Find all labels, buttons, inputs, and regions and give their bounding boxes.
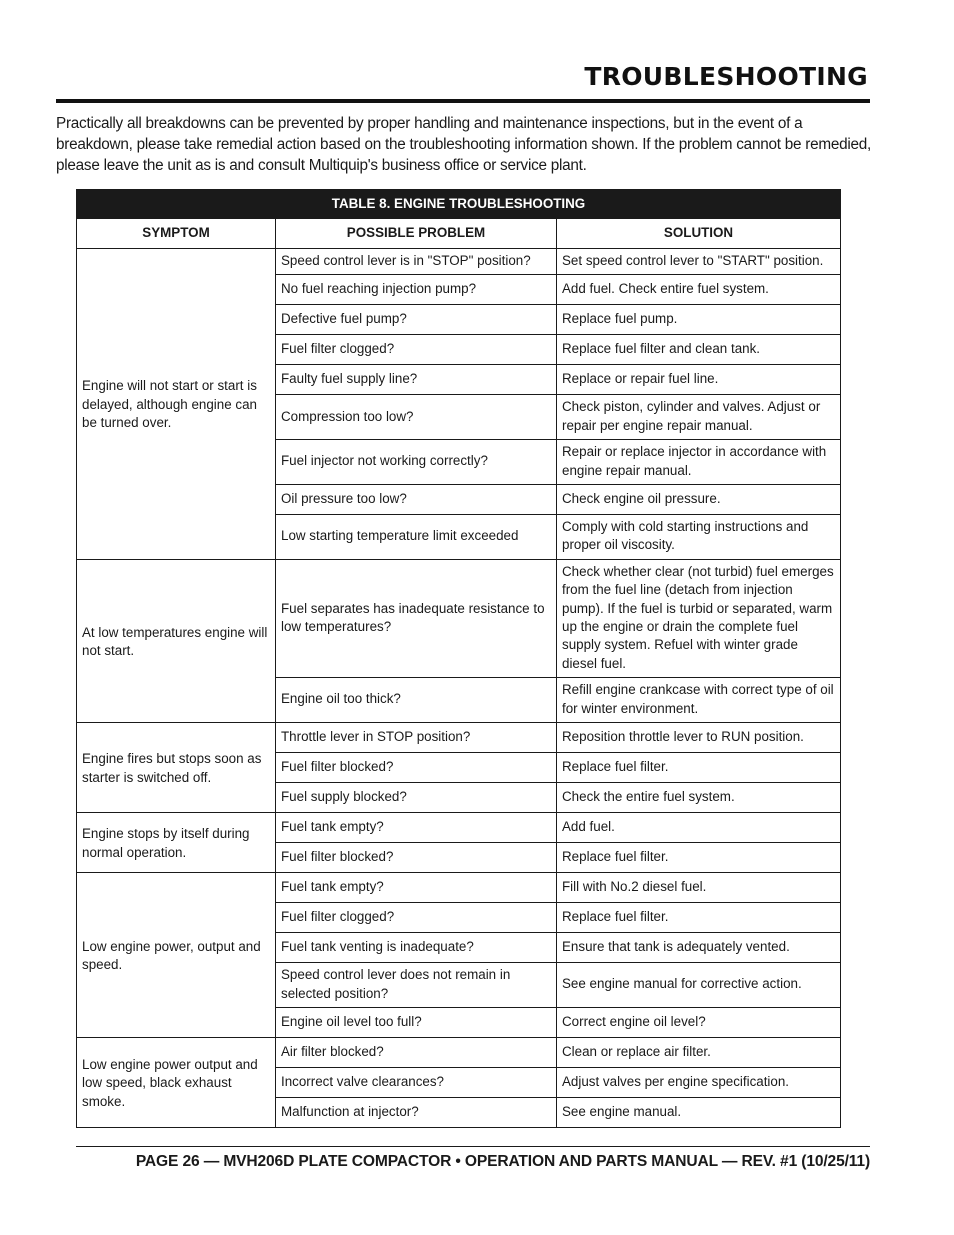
solution-cell: Add fuel.	[557, 813, 841, 843]
possible-problem-cell: Malfunction at injector?	[276, 1097, 557, 1127]
solution-cell: Fill with No.2 diesel fuel.	[557, 873, 841, 903]
solution-cell: Refill engine crankcase with correct type of oil for winter environment.	[557, 678, 841, 723]
possible-problem-cell: No fuel reaching injection pump?	[276, 275, 557, 305]
engine-troubleshooting-table	[76, 189, 841, 1128]
possible-problem-cell: Engine oil level too full?	[276, 1007, 557, 1037]
table-row	[77, 873, 841, 903]
possible-problem-cell: Speed control lever does not remain in selected position?	[276, 963, 557, 1008]
possible-problem-cell: Low starting temperature limit exceeded	[276, 515, 557, 560]
page-title: TROUBLESHOOTING	[584, 62, 868, 91]
solution-cell: Replace fuel filter and clean tank.	[557, 335, 841, 365]
solution-cell: Replace or repair fuel line.	[557, 365, 841, 395]
table-row	[77, 723, 841, 753]
possible-problem-cell: Oil pressure too low?	[276, 485, 557, 515]
possible-problem-cell: Defective fuel pump?	[276, 305, 557, 335]
possible-problem-cell: Fuel separates has inadequate resistance to low temperatures?	[276, 559, 557, 677]
solution-cell: Set speed control lever to "START" position.	[557, 249, 841, 275]
solution-cell: Check whether clear (not turbid) fuel emerges from the fuel line (detach from injection pump). If the fuel is turbid or separated, warm up the engine or drain the complete fuel supply system. Refuel with winter grade diesel fuel.	[557, 559, 841, 677]
symptom-cell: Low engine power output and low speed, black exhaust smoke.	[77, 1037, 276, 1127]
column-header-possible-problem: POSSIBLE PROBLEM	[276, 219, 557, 249]
footer-divider	[76, 1146, 870, 1147]
possible-problem-cell: Fuel filter clogged?	[276, 903, 557, 933]
solution-cell: Check engine oil pressure.	[557, 485, 841, 515]
solution-cell: Correct engine oil level?	[557, 1007, 841, 1037]
page-footer: PAGE 26 — MVH206D PLATE COMPACTOR • OPERATION AND PARTS MANUAL — REV. #1 (10/25/11)	[135, 1153, 870, 1170]
possible-problem-cell: Air filter blocked?	[276, 1037, 557, 1067]
possible-problem-cell: Fuel filter blocked?	[276, 753, 557, 783]
solution-cell: Ensure that tank is adequately vented.	[557, 933, 841, 963]
intro-paragraph: Practically all breakdowns can be prevented by proper handling and maintenance inspections, but in the event of a breakdown, please take remedial action based on the troubleshooting information shown. If the problem cannot be remedied, please leave the unit as is and consult Multiquip's business office or service plant.	[56, 115, 872, 174]
table-body	[77, 249, 841, 1128]
possible-problem-cell: Compression too low?	[276, 395, 557, 440]
possible-problem-cell: Fuel tank venting is inadequate?	[276, 933, 557, 963]
table-row	[77, 559, 841, 677]
table-row	[77, 1037, 841, 1067]
possible-problem-cell: Fuel filter clogged?	[276, 335, 557, 365]
symptom-cell: Engine will not start or start is delayed, although engine can be turned over.	[77, 249, 276, 560]
title-divider	[56, 99, 870, 103]
symptom-cell: Engine stops by itself during normal operation.	[77, 813, 276, 873]
solution-cell: Replace fuel filter.	[557, 903, 841, 933]
troubleshooting-table-container	[76, 189, 840, 1128]
symptom-cell: Low engine power, output and speed.	[77, 873, 276, 1038]
possible-problem-cell: Fuel tank empty?	[276, 873, 557, 903]
column-header-solution: SOLUTION	[557, 219, 841, 249]
table-caption: TABLE 8. ENGINE TROUBLESHOOTING	[77, 190, 841, 219]
possible-problem-cell: Speed control lever is in "STOP" position?	[276, 249, 557, 275]
possible-problem-cell: Throttle lever in STOP position?	[276, 723, 557, 753]
solution-cell: Adjust valves per engine specification.	[557, 1067, 841, 1097]
possible-problem-cell: Incorrect valve clearances?	[276, 1067, 557, 1097]
table-row	[77, 813, 841, 843]
possible-problem-cell: Faulty fuel supply line?	[276, 365, 557, 395]
solution-cell: See engine manual.	[557, 1097, 841, 1127]
solution-cell: Add fuel. Check entire fuel system.	[557, 275, 841, 305]
solution-cell: Replace fuel filter.	[557, 753, 841, 783]
solution-cell: Check the entire fuel system.	[557, 783, 841, 813]
solution-cell: Reposition throttle lever to RUN position.	[557, 723, 841, 753]
solution-cell: Replace fuel filter.	[557, 843, 841, 873]
symptom-cell: Engine fires but stops soon as starter is switched off.	[77, 723, 276, 813]
table-row	[77, 249, 841, 275]
solution-cell: Check piston, cylinder and valves. Adjust or repair per engine repair manual.	[557, 395, 841, 440]
possible-problem-cell: Fuel supply blocked?	[276, 783, 557, 813]
possible-problem-cell: Fuel injector not working correctly?	[276, 440, 557, 485]
possible-problem-cell: Fuel tank empty?	[276, 813, 557, 843]
possible-problem-cell: Fuel filter blocked?	[276, 843, 557, 873]
column-header-symptom: SYMPTOM	[77, 219, 276, 249]
solution-cell: Replace fuel pump.	[557, 305, 841, 335]
symptom-cell: At low temperatures engine will not start.	[77, 559, 276, 722]
possible-problem-cell: Engine oil too thick?	[276, 678, 557, 723]
solution-cell: Clean or replace air filter.	[557, 1037, 841, 1067]
solution-cell: Comply with cold starting instructions and proper oil viscosity.	[557, 515, 841, 560]
solution-cell: See engine manual for corrective action.	[557, 963, 841, 1008]
solution-cell: Repair or replace injector in accordance with engine repair manual.	[557, 440, 841, 485]
